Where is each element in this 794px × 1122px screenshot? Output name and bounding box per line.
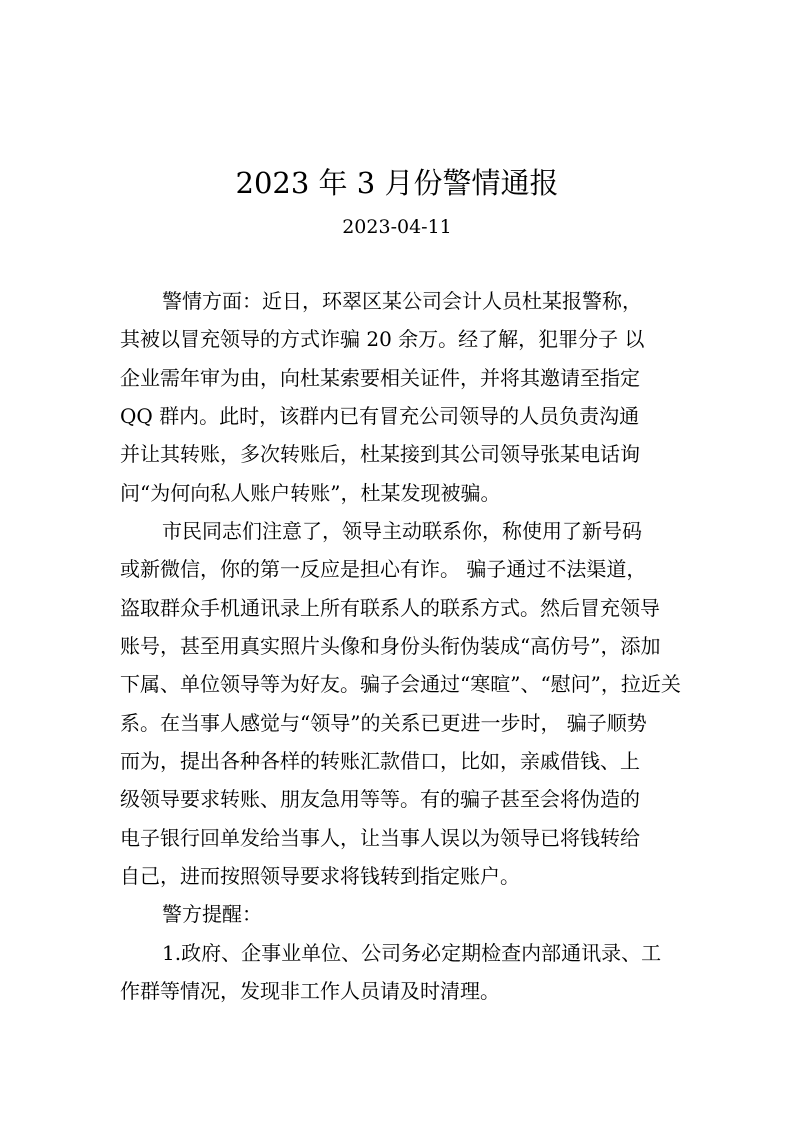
paragraph-line: 系。在当事人感觉与“领导”的关系已更进一步时， 骗子顺势	[120, 711, 647, 735]
paragraph-line: 盗取群众手机通讯录上所有联系人的联系方式。然后冒充领导	[120, 596, 660, 620]
paragraph-line: 或新微信，你的第一反应是担心有诈。 骗子通过不法渠道，	[120, 557, 647, 581]
paragraph-line: 下属、单位领导等为好友。骗子会通过“寒暄”、“慰问”，拉近关	[120, 672, 681, 696]
paragraph-line: 而为，提出各种各样的转账汇款借口，比如，亲戚借钱、上	[120, 749, 640, 773]
paragraph-line: 1.政府、企事业单位、公司务必定期检查内部通讯录、工	[162, 941, 662, 965]
section-heading: 警方提醒：	[162, 902, 262, 926]
paragraph-line: 作群等情况，发现非工作人员请及时清理。	[120, 979, 500, 1003]
paragraph-line: 企业需年审为由，向杜某索要相关证件，并将其邀请至指定	[120, 366, 640, 390]
paragraph-line: 并让其转账，多次转账后，杜某接到其公司领导张某电话询	[120, 442, 640, 466]
paragraph-line: 市民同志们注意了，领导主动联系你，称使用了新号码	[162, 519, 642, 543]
paragraph-line: 自己，进而按照领导要求将钱转到指定账户。	[120, 864, 520, 888]
paragraph-line: 其被以冒充领导的方式诈骗 20 余万。经了解，犯罪分子 以	[120, 327, 645, 351]
paragraph-line: 电子银行回单发给当事人，让当事人误以为领导已将钱转给	[120, 826, 640, 850]
document-title: 2023 年 3 月份警情通报	[235, 166, 559, 200]
paragraph-line: QQ 群内。此时，该群内已有冒充公司领导的人员负责沟通	[120, 404, 640, 428]
paragraph-line: 警情方面：近日，环翠区某公司会计人员杜某报警称，	[162, 289, 642, 313]
paragraph-line: 账号，甚至用真实照片头像和身份头衔伪装成“高仿号”，添加	[120, 634, 661, 658]
paragraph-line: 级领导要求转账、朋友急用等等。有的骗子甚至会将伪造的	[120, 787, 640, 811]
document-date: 2023-04-11	[342, 216, 452, 238]
paragraph-line: 问“为何向私人账户转账”，杜某发现被骗。	[120, 481, 501, 505]
